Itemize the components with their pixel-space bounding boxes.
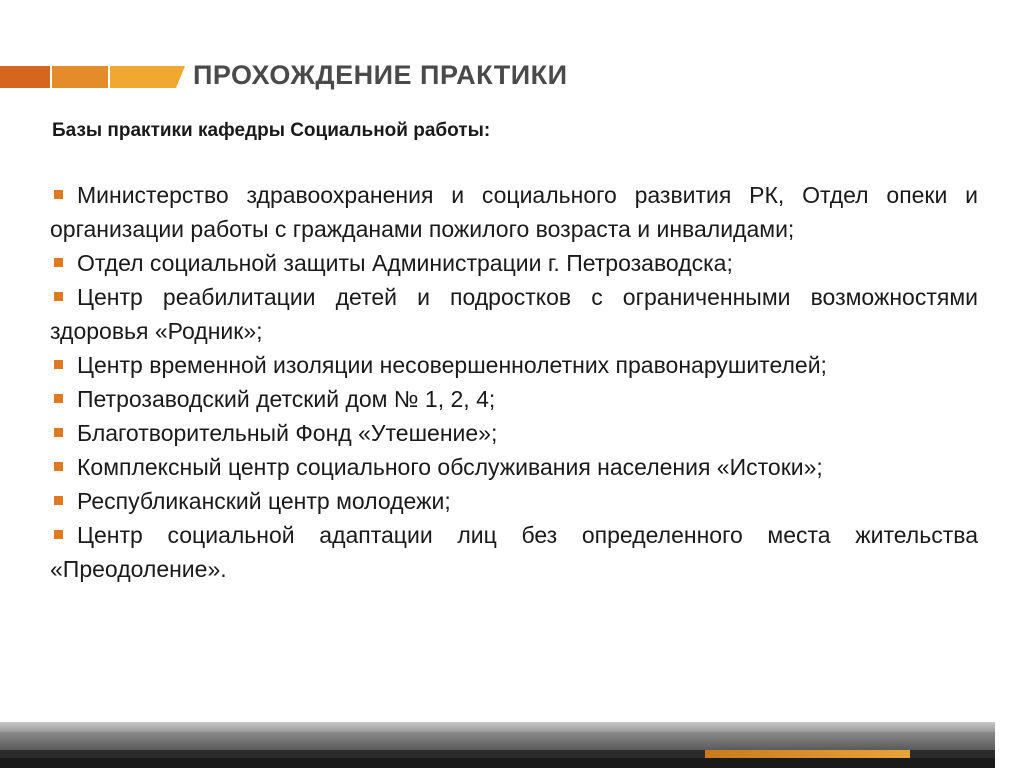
list-item (50, 382, 978, 416)
header-decoration (0, 66, 185, 88)
list-item-text: Министерство здравоохранения и социального развития РК, Отдел опеки и организации работы с гражданами пожилого возраста и инвалидами; (50, 182, 978, 242)
square-bullet-icon (54, 496, 63, 505)
practice-bases-list (50, 178, 978, 586)
list-item-text: Отдел социальной защиты Администрации г. Петрозаводска; (77, 250, 733, 276)
square-bullet-icon (54, 530, 63, 539)
list-item-text: Петрозаводский детский дом № 1, 2, 4; (77, 386, 496, 412)
list-item (50, 416, 978, 450)
list-item-text: Центр временной изоляции несовершеннолетних правонарушителей; (77, 352, 827, 378)
header-bar-light (110, 66, 185, 88)
list-item-text: Комплексный центр социального обслуживания населения «Истоки»; (77, 454, 823, 480)
footer-decoration (0, 718, 1024, 768)
square-bullet-icon (54, 292, 63, 301)
square-bullet-icon (54, 462, 63, 471)
list-item (50, 450, 978, 484)
slide-title: ПРОХОЖДЕНИЕ ПРАКТИКИ (193, 60, 568, 90)
list-item-text: Благотворительный Фонд «Утешение»; (77, 420, 498, 446)
list-item (50, 348, 978, 382)
list-item-text: Республиканский центр молодежи; (77, 488, 451, 514)
list-item (50, 518, 978, 586)
square-bullet-icon (54, 428, 63, 437)
list-item (50, 178, 978, 246)
square-bullet-icon (54, 394, 63, 403)
footer-band-gray (0, 732, 995, 750)
square-bullet-icon (54, 360, 63, 369)
list-item (50, 246, 978, 280)
footer-band-black (0, 758, 995, 768)
list-item-text: Центр реабилитации детей и подростков с ограниченными возможностями здоровья «Родник»; (50, 284, 978, 344)
footer-band-light (0, 722, 995, 732)
header-bar-mid (52, 66, 108, 88)
footer-accent-stripe (705, 750, 910, 758)
slide-subtitle: Базы практики кафедры Социальной работы: (52, 120, 491, 141)
square-bullet-icon (54, 258, 63, 267)
list-item (50, 484, 978, 518)
list-item (50, 280, 978, 348)
header-bar-dark (0, 66, 50, 88)
list-item-text: Центр социальной адаптации лиц без определенного места жительства «Преодоление». (50, 522, 978, 582)
square-bullet-icon (54, 190, 63, 199)
